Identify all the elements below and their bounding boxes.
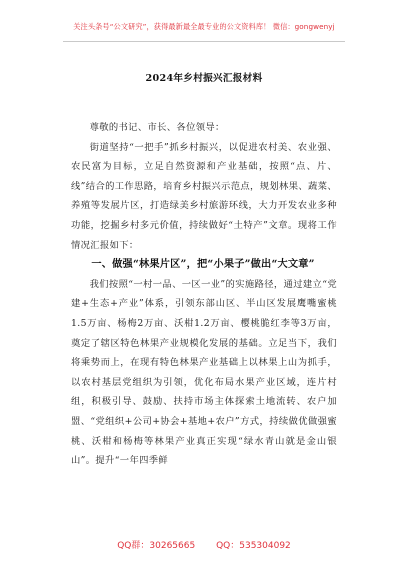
footer-qq-group: QQ群：30265665 <box>117 541 196 551</box>
section-paragraph: 我们按照“一村一品、一区一业”的实施路径，通过建立“党建+生态+产业”体系，引领东部山区、半山区发展鹰嘴蜜桃1.5万亩、杨梅2万亩、沃柑1.2万亩、樱桃脆红李等3万亩，奠定了辖区特色林果产业规模化发展的基础。立足当下，我们将乘势而上，在现有特色林果产业基础上以林果上山为抓手，以农村基层党组织为引领，优化布局水果产业区域，连片村组，积极引导、鼓励、扶持市场主体探索土地流转、农户加盟、“党组织+公司+协会+基地+农户”方式，持续做优做强蜜桃、沃柑和杨梅等林果产业真正实现“绿水青山就是金山银山”。提升“一年四季鲜 <box>71 278 337 467</box>
footer-contact <box>0 538 408 551</box>
header-divider <box>63 41 345 42</box>
footer-qq: QQ：535304092 <box>216 541 291 551</box>
header-banner: 关注头条号“公文研究”，获得最新最全最专业的公文资料库！ 微信：gongwenyj <box>73 22 335 31</box>
document-title: 2024年乡村振兴汇报材料 <box>145 73 263 84</box>
section-heading: 一、做强“林果片区”，把“小果子”做出“大文章” <box>91 258 315 271</box>
document-body <box>71 118 337 471</box>
intro-paragraph: 街道坚持“一把手”抓乡村振兴，以促进农村美、农业强、农民富为目标，立足自然资源和产业基础，按照“点、片、线”结合的工作思路，培育乡村振兴示范点，规划林果、蔬菜、养殖等发展片区，打造绿美乡村旅游环线，大力开发农业多种功能，挖掘乡村多元价值，持续做好“土特产”文章。现将工作情况汇报如下： <box>71 141 337 251</box>
greeting-paragraph: 尊敬的书记、市长、各位领导： <box>89 122 225 133</box>
